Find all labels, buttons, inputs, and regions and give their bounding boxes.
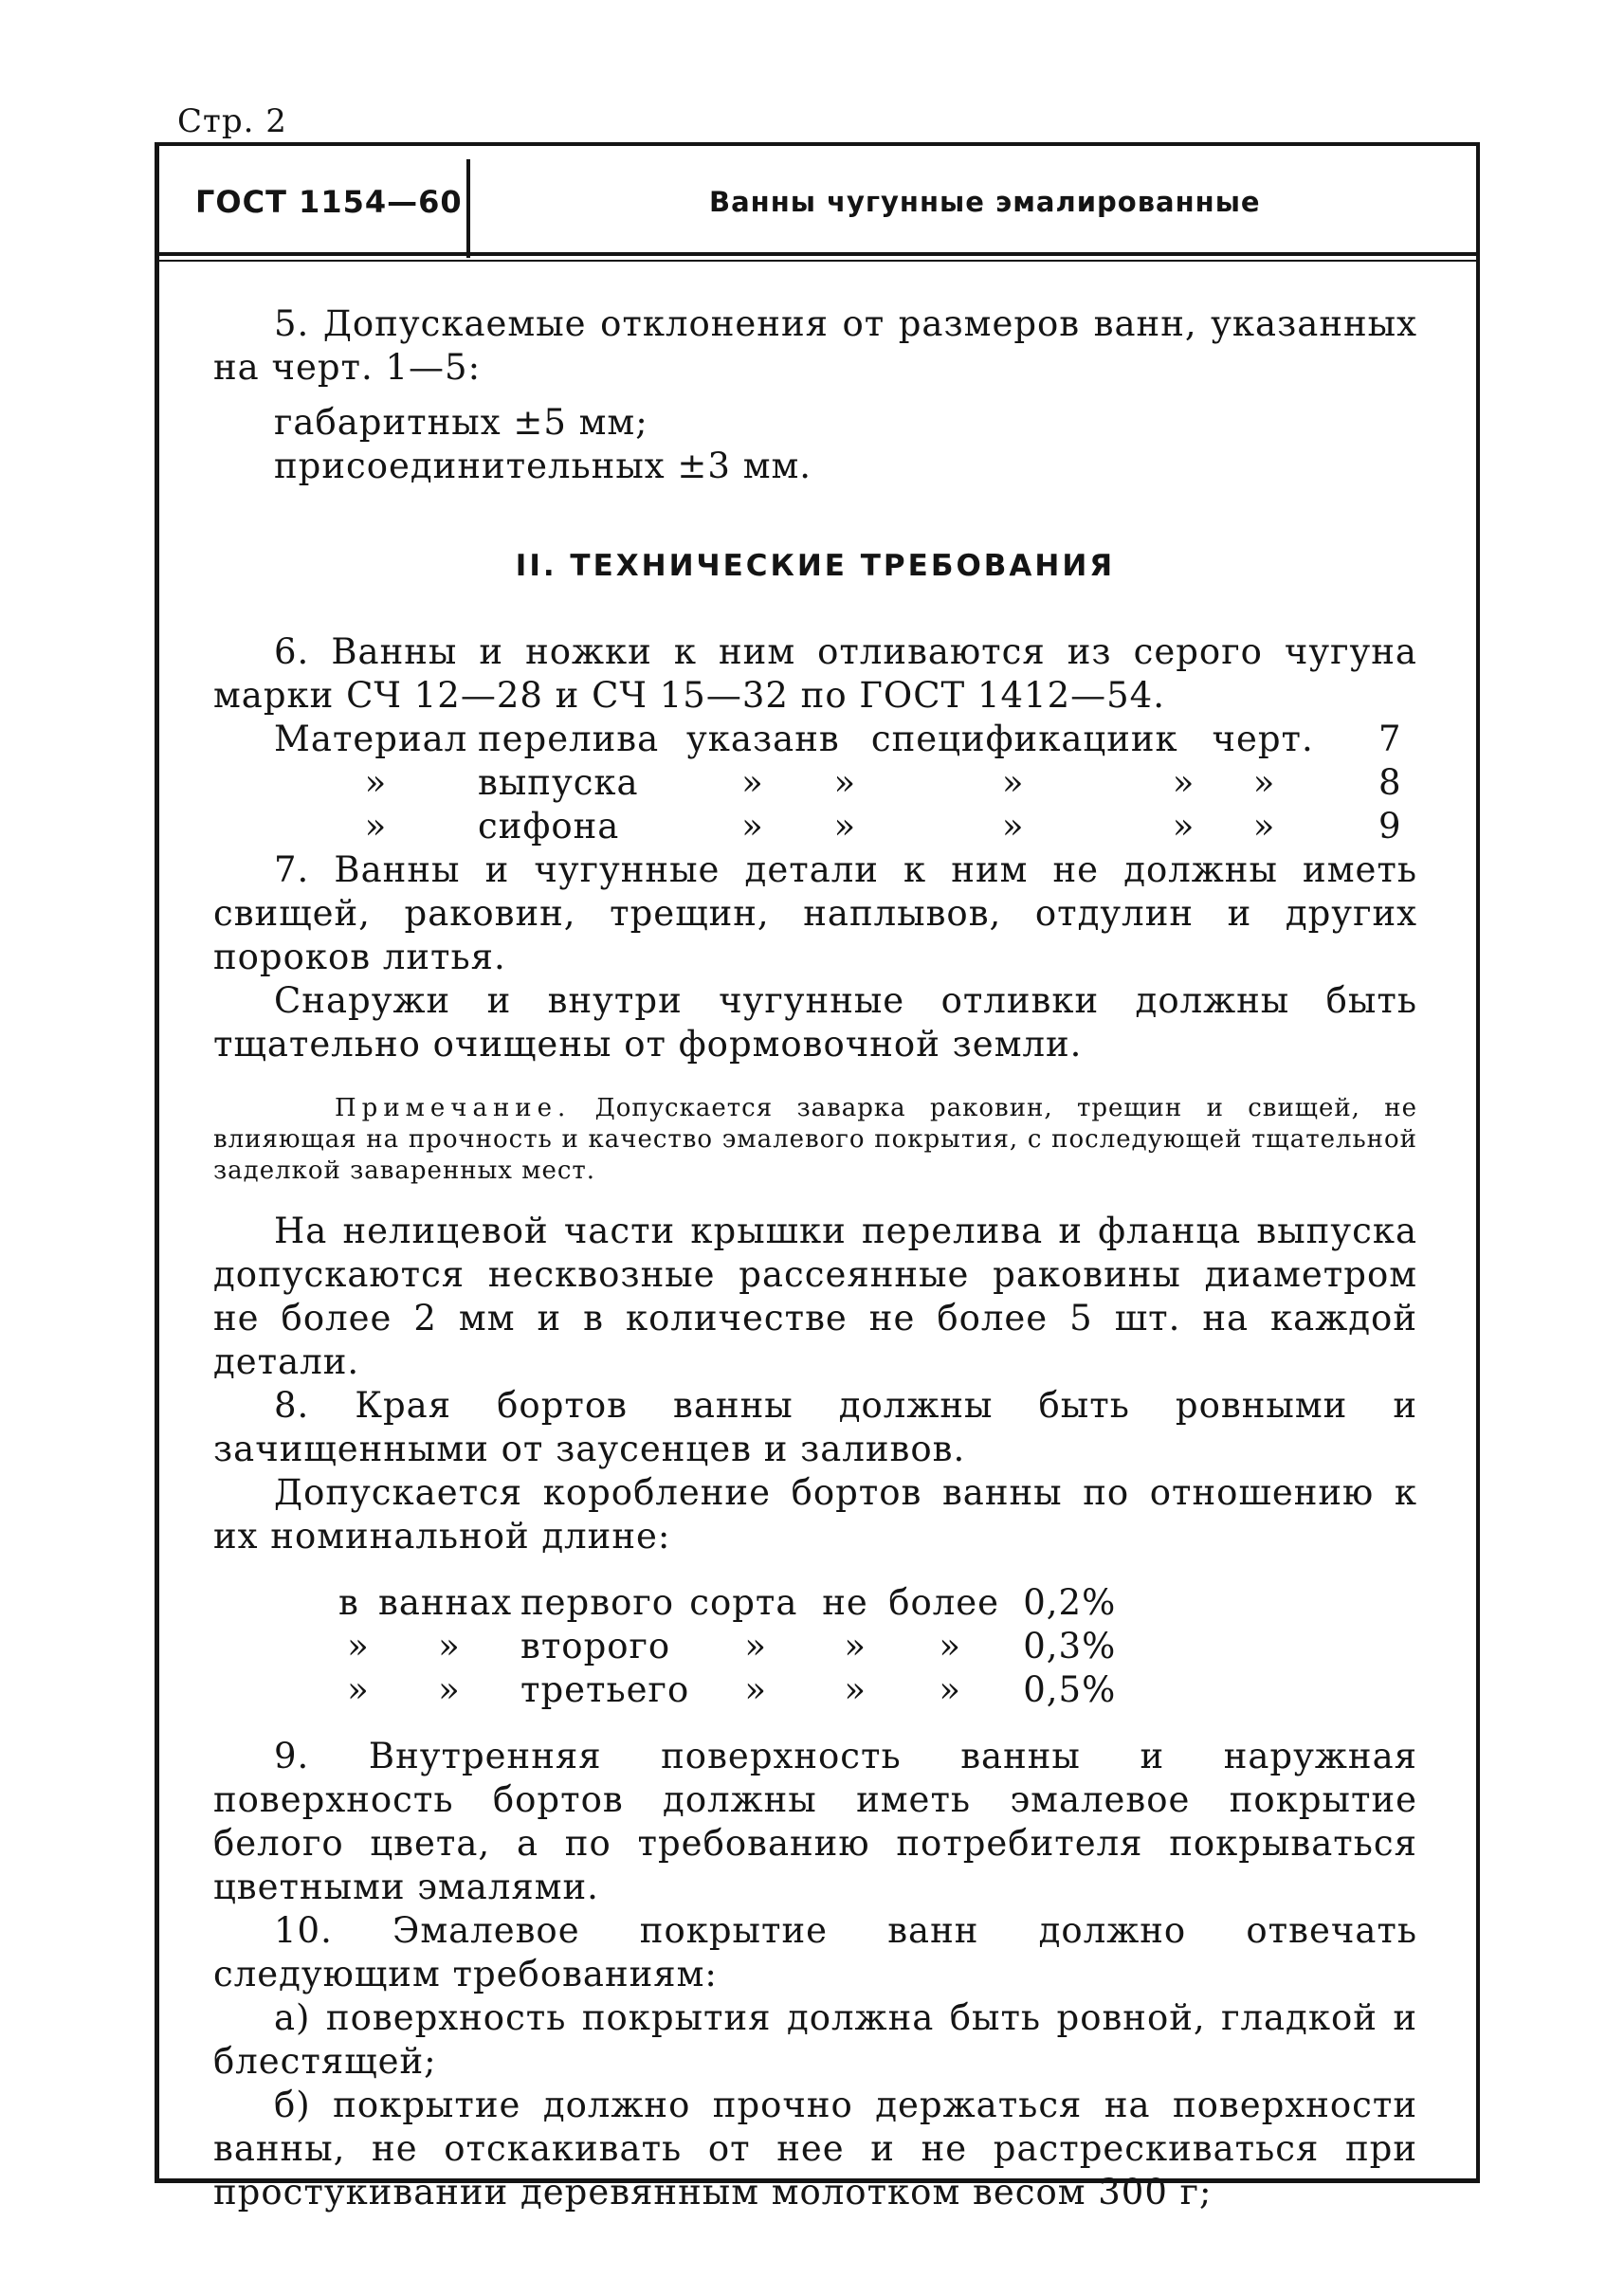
warping-table	[338, 1581, 1116, 1712]
materials-drawing-number: 9	[1378, 806, 1402, 847]
warping-cell: »	[347, 1626, 370, 1667]
materials-cell: »	[741, 762, 764, 803]
materials-cell: »	[833, 806, 857, 847]
section-title: II. ТЕХНИЧЕСКИЕ ТРЕБОВАНИЯ	[515, 549, 1116, 583]
materials-part: перелива	[478, 719, 660, 759]
document-title: Ванны чугунные эмалированные	[709, 186, 1261, 218]
warping-cell: »	[438, 1626, 461, 1667]
materials-cell: »	[1252, 762, 1276, 803]
materials-part: выпуска	[478, 762, 639, 803]
materials-cell: спецификации	[870, 719, 1156, 759]
materials-row	[274, 761, 1402, 805]
materials-cell: »	[1001, 806, 1025, 847]
materials-cell: »	[1252, 806, 1276, 847]
clause-10-item-a: а) поверхность покрытия должна быть ровной, гладкой и блестящей;	[213, 1997, 1417, 2082]
page-number: Стр. 2	[177, 102, 287, 140]
note-label: Примечание.	[335, 1094, 572, 1122]
clause-10-text: 10. Эмалевое покрытие ванн должно отвечать следующим требованиям:	[213, 1910, 1417, 1994]
warping-cell: »	[438, 1669, 461, 1710]
warping-cell: в	[338, 1582, 359, 1623]
warping-row	[338, 1625, 1116, 1668]
warping-grade: второго	[520, 1626, 671, 1667]
materials-cell: указан	[686, 719, 819, 759]
materials-cell: »	[1172, 762, 1195, 803]
materials-cell: в	[818, 719, 840, 759]
materials-cell: »	[1001, 762, 1025, 803]
materials-cell: »	[1172, 806, 1195, 847]
materials-cell: к	[1155, 719, 1178, 759]
document-body	[213, 302, 1417, 2214]
warping-grade: первого	[520, 1582, 675, 1623]
warping-cell: »	[844, 1626, 867, 1667]
materials-cell: »	[741, 806, 764, 847]
materials-cell: »	[364, 806, 388, 847]
clause-8-warping: Допускается коробление бортов ванны по отношению к их номинальной длине:	[213, 1472, 1417, 1557]
warping-cell: »	[744, 1626, 768, 1667]
warping-value: 0,3%	[1023, 1626, 1117, 1667]
clause-5-item-connection: присоединительных ±3 мм.	[274, 446, 812, 486]
warping-cell: ваннах	[378, 1582, 513, 1623]
materials-cell: Материал	[274, 719, 468, 759]
note-text: Допускается заварка раковин, трещин и свищей, не влияющая на прочность и качество эмалевого покрытия, с последующей тщательной заделкой заваренных мест.	[213, 1094, 1417, 1185]
page-frame	[155, 142, 1480, 2213]
note-body	[213, 1093, 1417, 1187]
clause-10-item-b: б) покрытие должно прочно держаться на поверхности ванны, не отскакивать от нее и не растрескиваться при простукивании деревянным молотком весом 300 г;	[213, 2085, 1417, 2213]
materials-row	[274, 805, 1402, 848]
clause-5-item-overall: габаритных ±5 мм;	[274, 402, 648, 443]
warping-value: 0,2%	[1023, 1582, 1117, 1623]
warping-cell: более	[888, 1582, 1000, 1623]
materials-part: сифона	[478, 806, 620, 847]
warping-row	[338, 1668, 1116, 1712]
materials-drawing-number: 7	[1378, 719, 1402, 759]
materials-table	[274, 718, 1402, 848]
clause-7-text: 7. Ванны и чугунные детали к ним не должны иметь свищей, раковин, трещин, наплывов, отдулин и других пороков литья.	[213, 849, 1417, 977]
materials-cell: »	[364, 762, 388, 803]
warping-row	[338, 1581, 1116, 1625]
materials-drawing-number: 8	[1378, 762, 1402, 803]
document-header	[159, 146, 1476, 256]
materials-cell: »	[833, 762, 857, 803]
header-double-rule	[159, 260, 1476, 262]
warping-grade: третьего	[520, 1669, 690, 1710]
warping-cell: »	[939, 1669, 962, 1710]
warping-cell: не	[822, 1582, 868, 1623]
warping-cell: сорта	[689, 1582, 798, 1623]
clause-7-shells: На нелицевой части крышки перелива и фланца выпуска допускаются несквозные рассеянные раковины диаметром не более 2 мм и в количестве не более 5 шт. на каждой детали.	[213, 1211, 1417, 1382]
clause-6-text: 6. Ванны и ножки к ним отливаются из серого чугуна марки СЧ 12—28 и СЧ 15—32 по ГОСТ 1412—54.	[213, 631, 1417, 716]
note	[213, 1093, 1417, 1187]
clause-8-text: 8. Края бортов ванны должны быть ровными и зачищенными от заусенцев и заливов.	[213, 1385, 1417, 1469]
materials-cell: черт.	[1212, 719, 1314, 759]
clause-5-intro: 5. Допускаемые отклонения от размеров ванн, указанных на черт. 1—5:	[213, 303, 1417, 388]
warping-cell: »	[347, 1669, 370, 1710]
clause-5-list	[213, 401, 1417, 488]
clause-7-cleaning: Снаружи и внутри чугунные отливки должны быть тщательно очищены от формовочной земли.	[213, 980, 1417, 1065]
warping-cell: »	[744, 1669, 768, 1710]
standard-number: ГОСТ 1154—60	[195, 184, 463, 220]
header-divider	[466, 159, 470, 258]
materials-row	[274, 718, 1402, 761]
warping-value: 0,5%	[1023, 1669, 1117, 1710]
warping-cell: »	[939, 1626, 962, 1667]
clause-9-text: 9. Внутренняя поверхность ванны и наружная поверхность бортов должны иметь эмалевое покрытие белого цвета, а по требованию потребителя покрываться цветными эмалями.	[213, 1736, 1417, 1907]
warping-cell: »	[844, 1669, 867, 1710]
